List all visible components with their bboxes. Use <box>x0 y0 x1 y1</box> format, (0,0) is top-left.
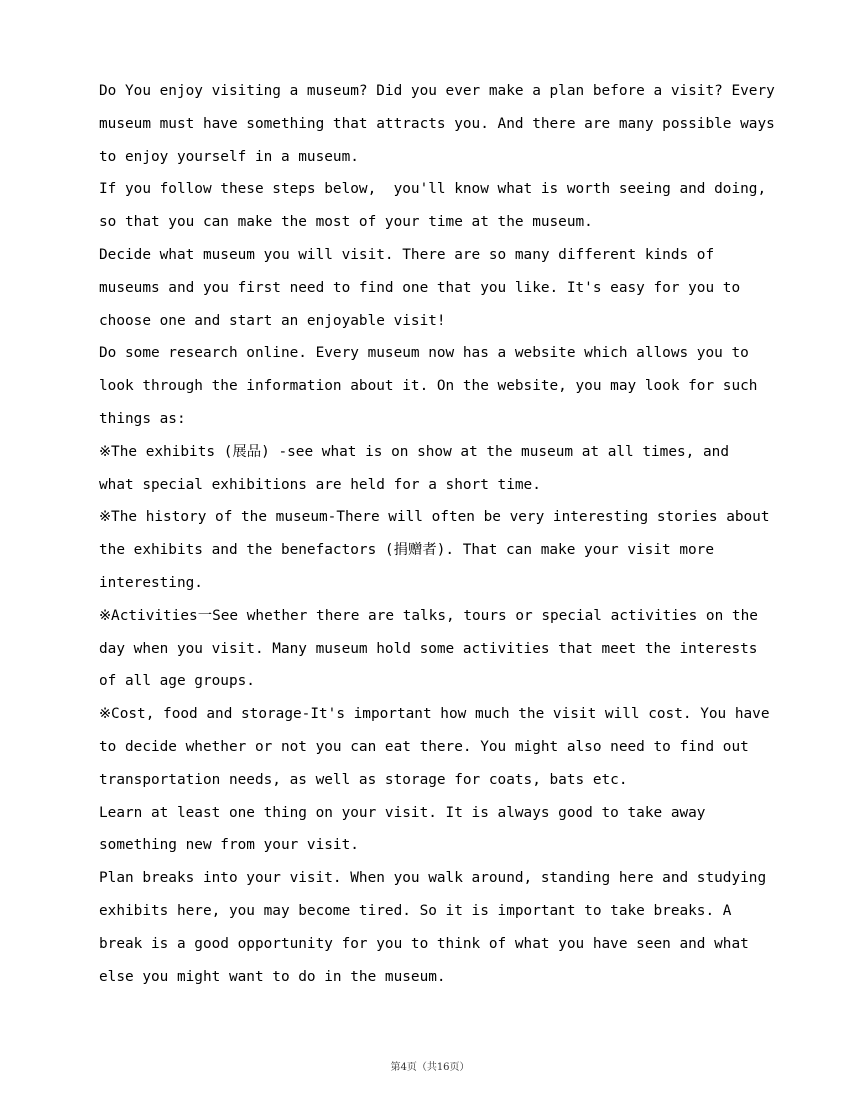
text-line: to decide whether or not you can eat there. You might also need to find out <box>99 738 749 755</box>
article-body <box>99 75 775 993</box>
text-line: of all age groups. <box>99 673 255 690</box>
text-line: choose one and start an enjoyable visit! <box>99 312 446 329</box>
text-line: to enjoy yourself in a museum. <box>99 148 359 165</box>
text-line: things as: <box>99 410 186 427</box>
text-line: look through the information about it. On the website, you may look for such <box>99 378 758 395</box>
text-line: what special exhibitions are held for a short time. <box>99 476 541 493</box>
text-line: Do some research online. Every museum now has a website which allows you to <box>99 345 749 362</box>
text-line: Do You enjoy visiting a museum? Did you ever make a plan before a visit? Every <box>99 83 775 99</box>
text-line: Learn at least one thing on your visit. It is always good to take away <box>99 804 706 821</box>
text-line: ※Cost, food and storage-It's important how much the visit will cost. You have <box>99 706 770 723</box>
text-line: day when you visit. Many museum hold some activities that meet the interests <box>99 640 758 657</box>
text-line: else you might want to do in the museum. <box>99 968 446 985</box>
page-number-footer: 第4页（共16页） <box>390 1062 470 1073</box>
text-line: Plan breaks into your visit. When you walk around, standing here and studying <box>99 870 767 887</box>
text-line: museums and you first need to find one that you like. It's easy for you to <box>99 279 741 296</box>
text-line: If you follow these steps below, you'll know what is worth seeing and doing, <box>99 181 767 198</box>
text-line: exhibits here, you may become tired. So it is important to take breaks. A <box>99 902 732 919</box>
text-line: Decide what museum you will visit. There are so many different kinds of <box>99 246 715 263</box>
text-line: transportation needs, as well as storage for coats, bats etc. <box>99 771 628 788</box>
text-line: interesting. <box>99 574 203 591</box>
text-line: the exhibits and the benefactors (捐赠者). That can make your visit more <box>99 542 714 559</box>
text-line: museum must have something that attracts you. And there are many possible ways <box>99 115 775 132</box>
text-line: ※The history of the museum-There will often be very interesting stories about <box>99 509 770 526</box>
text-line: so that you can make the most of your time at the museum. <box>99 214 593 231</box>
text-line: something new from your visit. <box>99 837 359 854</box>
text-line: ※The exhibits (展品) -see what is on show at the museum at all times, and <box>99 443 729 460</box>
text-line: break is a good opportunity for you to think of what you have seen and what <box>99 935 749 952</box>
text-line: ※Activities一See whether there are talks, tours or special activities on the <box>99 607 758 624</box>
